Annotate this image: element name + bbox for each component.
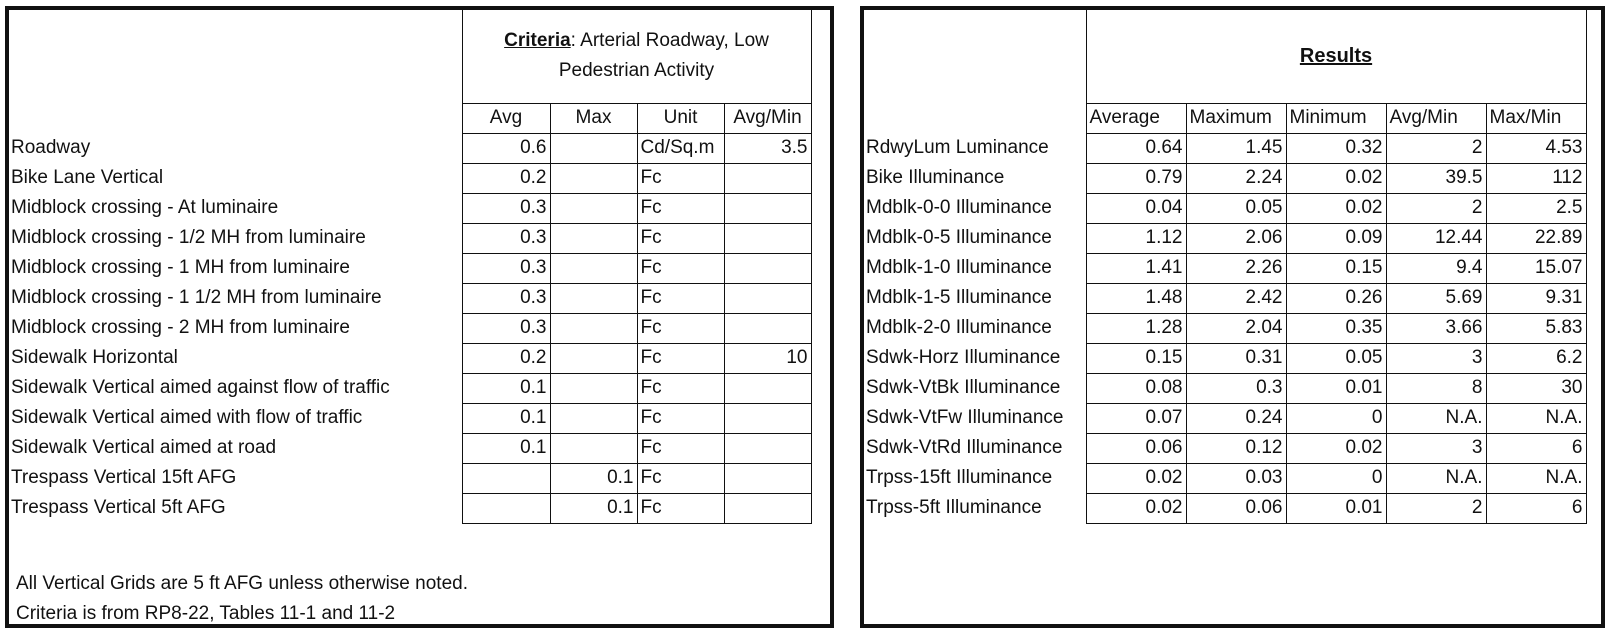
row-label: Mdblk-2-0 Illuminance [866,317,1052,338]
avg-min-cell: 3.66 [1386,313,1486,343]
maximum-cell: 2.26 [1186,253,1286,283]
row-label: Midblock crossing - 1 1/2 MH from luminaire [11,287,382,308]
avg-min-cell [724,433,811,463]
minimum-cell: 0.02 [1286,433,1386,463]
column-header: Minimum [1286,103,1386,133]
avg-min-cell: 5.69 [1386,283,1486,313]
average-cell: 0.04 [1086,193,1186,223]
maximum-cell: 2.24 [1186,163,1286,193]
avg-min-cell [724,313,811,343]
avg-cell: 0.3 [462,223,550,253]
unit-cell: Fc [637,193,724,223]
max-min-cell: N.A. [1486,403,1586,433]
maximum-cell: 2.42 [1186,283,1286,313]
max-cell [550,313,637,343]
max-min-cell: 112 [1486,163,1586,193]
table-row [9,463,811,493]
table-row [9,163,811,193]
unit-cell: Fc [637,493,724,523]
row-label: Mdblk-1-0 Illuminance [866,257,1052,278]
unit-cell: Fc [637,463,724,493]
avg-cell: 0.1 [462,373,550,403]
max-cell: 0.1 [550,493,637,523]
average-cell: 1.28 [1086,313,1186,343]
criteria-title-row [9,10,811,103]
row-label: Sdwk-Horz Illuminance [866,347,1061,368]
table-row [864,223,1586,253]
table-row [864,493,1586,523]
unit-cell: Fc [637,373,724,403]
avg-cell: 0.3 [462,253,550,283]
row-label: Sdwk-VtFw Illuminance [866,407,1064,428]
note-line: All Vertical Grids are 5 ft AFG unless otherwise noted. [16,573,468,594]
minimum-cell: 0 [1286,463,1386,493]
row-label: Bike Illuminance [866,167,1005,188]
minimum-cell: 0.09 [1286,223,1386,253]
avg-min-cell [724,283,811,313]
maximum-cell: 0.31 [1186,343,1286,373]
avg-min-cell: 3 [1386,343,1486,373]
row-label: Bike Lane Vertical [11,167,164,188]
max-cell [550,283,637,313]
row-label: RdwyLum Luminance [866,137,1049,158]
table-row [864,163,1586,193]
column-header: Max/Min [1486,103,1586,133]
criteria-title-key: Criteria [504,30,571,52]
table-row [864,463,1586,493]
row-label: Trespass Vertical 5ft AFG [11,497,226,518]
table-row [9,193,811,223]
minimum-cell: 0 [1286,403,1386,433]
avg-cell [462,463,550,493]
table-row [9,373,811,403]
table-row [9,133,811,163]
column-header: Average [1086,103,1186,133]
avg-min-cell: N.A. [1386,403,1486,433]
max-min-cell: 5.83 [1486,313,1586,343]
table-row [9,433,811,463]
minimum-cell: 0.32 [1286,133,1386,163]
max-min-cell: N.A. [1486,463,1586,493]
minimum-cell: 0.01 [1286,373,1386,403]
max-min-cell: 6.2 [1486,343,1586,373]
row-label: Sdwk-VtBk Illuminance [866,377,1061,398]
table-row [9,283,811,313]
results-table [864,10,1587,524]
unit-cell: Fc [637,313,724,343]
max-cell [550,223,637,253]
unit-cell: Cd/Sq.m [637,133,724,163]
row-label: Trpss-5ft Illuminance [866,497,1042,518]
max-cell [550,343,637,373]
average-cell: 1.41 [1086,253,1186,283]
avg-min-cell: 2 [1386,493,1486,523]
avg-cell: 0.2 [462,163,550,193]
table-row [9,403,811,433]
avg-cell: 0.6 [462,133,550,163]
max-cell [550,373,637,403]
avg-cell: 0.3 [462,193,550,223]
unit-cell: Fc [637,253,724,283]
max-min-cell: 6 [1486,433,1586,463]
avg-min-cell: 3.5 [724,133,811,163]
row-label: Sidewalk Vertical aimed against flow of traffic [11,377,390,398]
table-row [9,313,811,343]
row-label: Sidewalk Vertical aimed with flow of traffic [11,407,363,428]
table-row [9,493,811,523]
table-row [864,313,1586,343]
column-header: Avg/Min [1386,103,1486,133]
table-row [864,433,1586,463]
max-min-cell: 9.31 [1486,283,1586,313]
row-label: Mdblk-0-0 Illuminance [866,197,1052,218]
unit-cell: Fc [637,283,724,313]
maximum-cell: 0.24 [1186,403,1286,433]
maximum-cell: 0.05 [1186,193,1286,223]
avg-cell: 0.3 [462,313,550,343]
table-row [864,373,1586,403]
column-header: Unit [637,103,724,133]
max-cell [550,403,637,433]
avg-min-cell: 10 [724,343,811,373]
table-row [864,343,1586,373]
unit-cell: Fc [637,403,724,433]
table-row [864,283,1586,313]
maximum-cell: 0.12 [1186,433,1286,463]
max-cell [550,163,637,193]
column-header: Avg/Min [724,103,811,133]
table-row [864,133,1586,163]
maximum-cell: 1.45 [1186,133,1286,163]
avg-min-cell [724,163,811,193]
average-cell: 0.15 [1086,343,1186,373]
row-label: Midblock crossing - 1 MH from luminaire [11,257,350,278]
unit-cell: Fc [637,163,724,193]
column-header: Maximum [1186,103,1286,133]
average-cell: 0.08 [1086,373,1186,403]
average-cell: 1.48 [1086,283,1186,313]
avg-min-cell: N.A. [1386,463,1486,493]
minimum-cell: 0.02 [1286,193,1386,223]
criteria-panel [5,6,834,628]
minimum-cell: 0.15 [1286,253,1386,283]
unit-cell: Fc [637,433,724,463]
column-header: Avg [462,103,550,133]
row-label: Sdwk-VtRd Illuminance [866,437,1063,458]
avg-min-cell [724,193,811,223]
row-label: Roadway [11,137,91,158]
average-cell: 0.64 [1086,133,1186,163]
results-title: Results [1086,10,1586,103]
unit-cell: Fc [637,223,724,253]
row-label: Mdblk-1-5 Illuminance [866,287,1052,308]
max-cell [550,133,637,163]
avg-min-cell: 9.4 [1386,253,1486,283]
avg-min-cell: 8 [1386,373,1486,403]
minimum-cell: 0.35 [1286,313,1386,343]
maximum-cell: 0.03 [1186,463,1286,493]
average-cell: 0.07 [1086,403,1186,433]
row-label: Midblock crossing - 1/2 MH from luminaire [11,227,366,248]
row-label: Trespass Vertical 15ft AFG [11,467,237,488]
table-row [9,343,811,373]
criteria-header-row [9,103,811,133]
row-label: Trpss-15ft Illuminance [866,467,1053,488]
maximum-cell: 0.3 [1186,373,1286,403]
avg-min-cell: 39.5 [1386,163,1486,193]
table-row [864,193,1586,223]
avg-cell: 0.1 [462,433,550,463]
criteria-table [9,10,812,524]
table-row [9,223,811,253]
avg-cell: 0.2 [462,343,550,373]
average-cell: 0.79 [1086,163,1186,193]
minimum-cell: 0.01 [1286,493,1386,523]
criteria-notes [16,569,468,629]
avg-min-cell [724,493,811,523]
table-row [864,403,1586,433]
avg-cell: 0.3 [462,283,550,313]
average-cell: 0.02 [1086,493,1186,523]
results-title-row [864,10,1586,103]
max-cell [550,433,637,463]
avg-cell: 0.1 [462,403,550,433]
avg-min-cell: 2 [1386,193,1486,223]
avg-cell [462,493,550,523]
avg-min-cell: 12.44 [1386,223,1486,253]
maximum-cell: 2.04 [1186,313,1286,343]
avg-min-cell: 3 [1386,433,1486,463]
column-header: Max [550,103,637,133]
avg-min-cell [724,463,811,493]
results-header-row [864,103,1586,133]
max-cell [550,193,637,223]
max-min-cell: 15.07 [1486,253,1586,283]
table-row [9,253,811,283]
table-row [864,253,1586,283]
criteria-title-text: : Arterial Roadway, Low Pedestrian Activity [558,30,769,82]
row-label: Sidewalk Vertical aimed at road [11,437,277,458]
minimum-cell: 0.26 [1286,283,1386,313]
avg-min-cell [724,223,811,253]
note-line: Criteria is from RP8-22, Tables 11-1 and 11-2 [16,603,396,624]
avg-min-cell [724,253,811,283]
minimum-cell: 0.02 [1286,163,1386,193]
avg-min-cell: 2 [1386,133,1486,163]
row-label: Midblock crossing - 2 MH from luminaire [11,317,350,338]
max-min-cell: 22.89 [1486,223,1586,253]
unit-cell: Fc [637,343,724,373]
avg-min-cell [724,373,811,403]
criteria-rows [9,133,811,523]
avg-min-cell [724,403,811,433]
maximum-cell: 0.06 [1186,493,1286,523]
results-rows [864,133,1586,523]
max-min-cell: 6 [1486,493,1586,523]
max-cell [550,253,637,283]
max-min-cell: 30 [1486,373,1586,403]
average-cell: 1.12 [1086,223,1186,253]
max-cell: 0.1 [550,463,637,493]
results-panel [860,6,1605,628]
maximum-cell: 2.06 [1186,223,1286,253]
average-cell: 0.06 [1086,433,1186,463]
criteria-title [462,10,811,103]
minimum-cell: 0.05 [1286,343,1386,373]
average-cell: 0.02 [1086,463,1186,493]
max-min-cell: 2.5 [1486,193,1586,223]
row-label: Sidewalk Horizontal [11,347,178,368]
row-label: Mdblk-0-5 Illuminance [866,227,1052,248]
max-min-cell: 4.53 [1486,133,1586,163]
row-label: Midblock crossing - At luminaire [11,197,279,218]
